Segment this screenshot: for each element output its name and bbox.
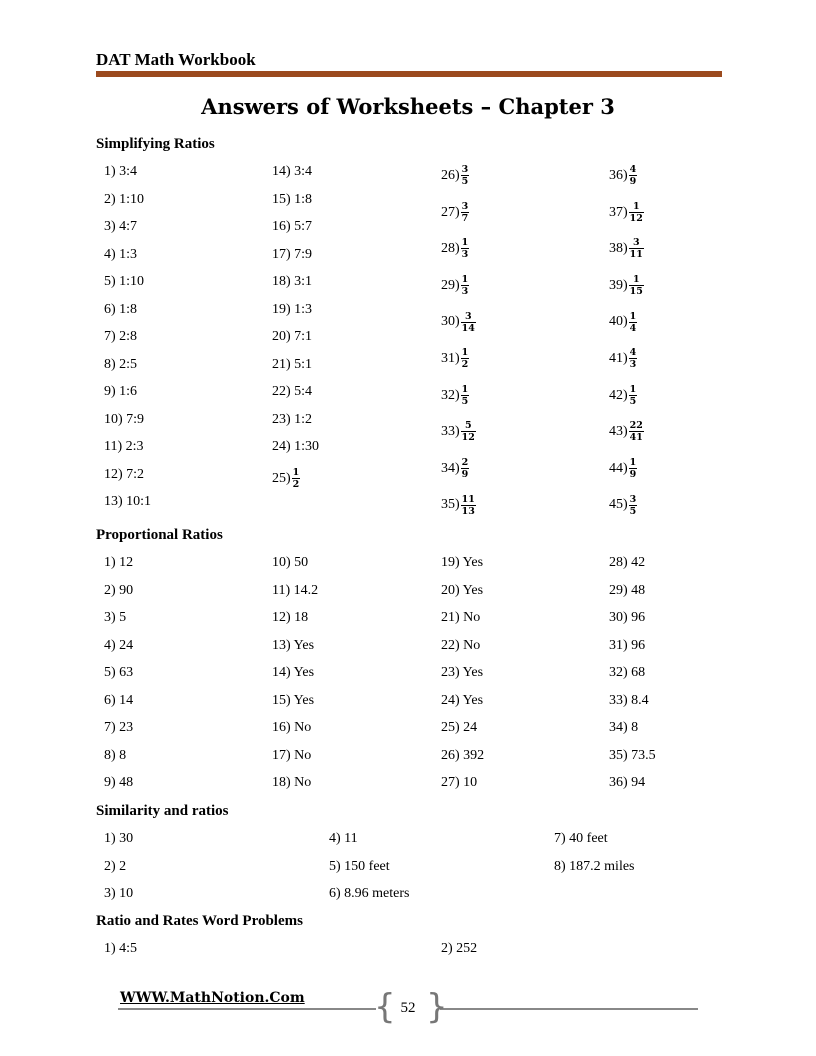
answer-label: 32) (441, 387, 460, 403)
answer-label: 43) (609, 424, 628, 440)
answer-item: 31) 96 (609, 637, 646, 653)
answer-label: 37) (609, 204, 628, 220)
proportional-col-4 (609, 549, 656, 797)
answer-item: 8) 8 (104, 747, 127, 763)
fraction (461, 274, 470, 297)
answer-item: 17) No (272, 747, 312, 763)
fraction-numerator: 1 (461, 347, 469, 359)
answer-item: 4) 1:3 (104, 246, 138, 262)
answer-item: 21) No (441, 610, 481, 625)
section-title-similarity: Similarity and ratios (96, 803, 229, 819)
answer-item (441, 195, 476, 232)
fraction-numerator: 1 (629, 201, 644, 213)
answer-label: 38) (609, 241, 628, 257)
answer-item: 16) 5:7 (272, 219, 313, 234)
answer-item: 6) 1:8 (104, 301, 138, 317)
answer-label: 29) (441, 277, 460, 293)
fraction-numerator: 3 (461, 311, 476, 323)
answer-label: 44) (609, 460, 628, 476)
answer-item: 7) 23 (104, 720, 134, 735)
fraction-denominator: 7 (461, 212, 469, 224)
answer-label: 27) (441, 204, 460, 220)
answer-item: 5) 150 feet (329, 858, 390, 874)
answer-item: 8) 187.2 miles (554, 858, 635, 874)
answer-item: 16) No (272, 720, 312, 735)
answer-item (609, 487, 644, 524)
answer-item: 28) 42 (609, 555, 646, 570)
answer-item: 27) 10 (441, 775, 478, 790)
answer-item: 2) 2 (104, 858, 127, 874)
fraction (629, 311, 638, 334)
answer-item: 8) 2:5 (104, 356, 138, 372)
word-problems-col-2 (441, 935, 477, 963)
answer-item: 2) 252 (441, 941, 478, 956)
answer-item: 34) 8 (609, 720, 639, 735)
proportional-col-2 (272, 549, 318, 797)
fraction-numerator: 3 (629, 237, 644, 249)
answer-label: 35) (441, 497, 460, 513)
answer-item (609, 414, 644, 451)
answer-label: 42) (609, 387, 628, 403)
fraction-denominator: 14 (461, 322, 475, 334)
answer-item (441, 158, 476, 195)
left-brace-icon: { (374, 987, 396, 1027)
word-problems-col-1 (104, 935, 137, 963)
fraction-numerator: 1 (629, 310, 637, 322)
answer-item (441, 378, 476, 415)
answer-item: 1) 30 (104, 831, 134, 846)
answer-label: 25) (272, 470, 291, 486)
answer-item: 12) 7:2 (104, 466, 145, 482)
fraction-numerator: 4 (629, 164, 637, 176)
answer-item: 14) 3:4 (272, 164, 313, 179)
answer-item: 9) 1:6 (104, 384, 138, 399)
fraction-denominator: 13 (461, 505, 475, 517)
answer-item: 6) 14 (104, 692, 134, 708)
fraction (629, 237, 644, 260)
answer-item: 19) Yes (441, 555, 484, 570)
answer-item: 20) Yes (441, 582, 484, 598)
answer-item: 15) 1:8 (272, 191, 313, 207)
answer-item: 1) 4:5 (104, 941, 138, 956)
fraction (461, 384, 470, 407)
answer-item (609, 195, 644, 232)
fraction-denominator: 3 (461, 286, 469, 298)
answer-item: 17) 7:9 (272, 246, 313, 262)
fraction-numerator: 1 (461, 237, 469, 249)
answer-item: 30) 96 (609, 610, 646, 625)
fraction-denominator: 4 (629, 322, 637, 334)
fraction (629, 201, 644, 224)
fraction (461, 164, 470, 187)
answer-item: 10) 7:9 (104, 411, 145, 427)
answer-item (609, 231, 644, 268)
answer-item (609, 341, 644, 378)
answer-item: 33) 8.4 (609, 692, 649, 708)
answer-item (441, 451, 476, 488)
answer-item: 22) No (441, 637, 481, 653)
answer-item (272, 461, 319, 498)
answer-label: 31) (441, 350, 460, 366)
fraction (461, 311, 476, 334)
fraction (629, 494, 638, 517)
answer-item: 13) 10:1 (104, 494, 152, 509)
fraction (629, 164, 638, 187)
fraction-numerator: 3 (629, 493, 637, 505)
answer-item: 5) 63 (104, 665, 134, 680)
answer-item: 3) 5 (104, 610, 127, 625)
similarity-col-2 (329, 825, 409, 908)
fraction-denominator: 2 (461, 359, 469, 371)
simplifying-col-4 (609, 158, 644, 524)
fraction (461, 201, 470, 224)
answer-item: 3) 10 (104, 886, 134, 901)
fraction-numerator: 5 (461, 420, 476, 432)
answer-item: 18) 3:1 (272, 274, 313, 289)
fraction-denominator: 5 (461, 395, 469, 407)
page-number: 52 (400, 1000, 416, 1016)
answer-item: 36) 94 (609, 775, 646, 790)
answer-item (441, 231, 476, 268)
answer-item: 23) 1:2 (272, 411, 313, 427)
answer-item (441, 304, 476, 341)
answer-item: 9) 48 (104, 775, 134, 790)
answer-label: 26) (441, 168, 460, 183)
right-brace-icon: } (426, 987, 448, 1027)
answer-item: 35) 73.5 (609, 747, 656, 763)
fraction (629, 457, 638, 480)
fraction-numerator: 3 (461, 200, 469, 212)
answer-item (609, 268, 644, 305)
answer-item: 7) 40 feet (554, 831, 608, 846)
section-title-simplifying: Simplifying Ratios (96, 136, 215, 152)
answer-item: 4) 11 (329, 831, 358, 846)
fraction-numerator: 11 (461, 493, 475, 505)
footer-website-link[interactable]: WWW.MathNotion.Com (120, 990, 305, 1006)
answer-item: 11) 2:3 (104, 439, 144, 454)
answer-item: 18) No (272, 775, 312, 790)
answer-label: 30) (441, 314, 460, 330)
section-title-word-problems: Ratio and Rates Word Problems (96, 913, 303, 929)
answer-item: 19) 1:3 (272, 301, 313, 317)
answer-label: 41) (609, 350, 628, 366)
answer-item (609, 158, 644, 195)
fraction-denominator: 11 (629, 249, 643, 261)
footer-rule-right (440, 1008, 698, 1010)
answer-label: 39) (609, 277, 628, 293)
simplifying-col-3 (441, 158, 476, 524)
simplifying-col-1 (104, 158, 151, 516)
answer-item: 2) 1:10 (104, 191, 145, 207)
answer-item: 12) 18 (272, 610, 309, 625)
fraction-denominator: 2 (292, 478, 300, 490)
fraction-numerator: 1 (461, 274, 469, 286)
answer-item: 11) 14.2 (272, 582, 319, 598)
fraction-denominator: 9 (629, 469, 637, 481)
answer-item: 3) 4:7 (104, 219, 138, 234)
answer-item: 15) Yes (272, 692, 315, 708)
fraction (292, 467, 301, 490)
fraction-denominator: 9 (629, 176, 637, 188)
fraction-numerator: 2 (461, 457, 469, 469)
proportional-col-1 (104, 549, 133, 797)
answer-item (441, 487, 476, 524)
answer-label: 36) (609, 168, 628, 183)
answer-item: 5) 1:10 (104, 274, 145, 289)
fraction-numerator: 1 (629, 274, 644, 286)
answer-item: 10) 50 (272, 555, 309, 570)
fraction-denominator: 3 (461, 249, 469, 261)
fraction-denominator: 15 (629, 286, 643, 298)
footer-rule-left (118, 1008, 376, 1010)
fraction (461, 457, 470, 480)
similarity-col-3 (554, 825, 635, 880)
similarity-col-1 (104, 825, 133, 908)
fraction (629, 420, 644, 443)
fraction-numerator: 4 (629, 347, 637, 359)
answer-item: 22) 5:4 (272, 384, 313, 399)
answer-item: 7) 2:8 (104, 329, 138, 344)
fraction-numerator: 3 (461, 164, 469, 176)
fraction-numerator: 22 (629, 420, 643, 432)
fraction (629, 347, 638, 370)
answer-item (441, 341, 476, 378)
answer-item (609, 378, 644, 415)
answer-item: 2) 90 (104, 582, 134, 598)
answer-item: 14) Yes (272, 665, 315, 680)
header-rule (96, 71, 722, 77)
answer-item: 13) Yes (272, 637, 315, 653)
answer-label: 40) (609, 314, 628, 330)
fraction (461, 347, 470, 370)
answer-item: 21) 5:1 (272, 356, 313, 372)
answer-item (609, 304, 644, 341)
answer-item (609, 451, 644, 488)
fraction (461, 237, 470, 260)
answer-item: 24) 1:30 (272, 439, 320, 454)
answer-item: 26) 392 (441, 747, 485, 763)
simplifying-col-2 (272, 158, 319, 497)
answer-item: 20) 7:1 (272, 329, 313, 344)
proportional-col-3 (441, 549, 484, 797)
answer-label: 33) (441, 424, 460, 440)
fraction-denominator: 41 (629, 432, 643, 444)
fraction-denominator: 9 (461, 469, 469, 481)
answer-item: 6) 8.96 meters (329, 886, 410, 901)
answer-item: 1) 3:4 (104, 164, 138, 179)
answer-item: 1) 12 (104, 555, 134, 570)
fraction-denominator: 5 (629, 505, 637, 517)
fraction-numerator: 1 (461, 383, 469, 395)
fraction (461, 420, 476, 443)
fraction (629, 384, 638, 407)
answer-item: 25) 24 (441, 720, 478, 735)
fraction-numerator: 1 (629, 457, 637, 469)
answer-item: 32) 68 (609, 665, 646, 680)
answer-item (441, 414, 476, 451)
fraction-denominator: 12 (461, 432, 475, 444)
answer-label: 45) (609, 497, 628, 513)
answer-label: 28) (441, 241, 460, 257)
fraction (629, 274, 644, 297)
fraction-denominator: 12 (629, 212, 643, 224)
fraction-denominator: 5 (461, 176, 469, 188)
answer-item: 23) Yes (441, 665, 484, 680)
fraction-numerator: 1 (629, 383, 637, 395)
section-title-proportional: Proportional Ratios (96, 527, 223, 543)
header-title: DAT Math Workbook (96, 50, 256, 69)
answer-item (441, 268, 476, 305)
fraction-numerator: 1 (292, 466, 300, 478)
answer-label: 34) (441, 460, 460, 476)
page-title: Answers of Worksheets – Chapter 3 (201, 94, 615, 119)
answer-item: 24) Yes (441, 692, 484, 708)
fraction-denominator: 3 (629, 359, 637, 371)
fraction (461, 494, 476, 517)
answer-item: 4) 24 (104, 637, 134, 653)
answer-item: 29) 48 (609, 582, 646, 598)
fraction-denominator: 5 (629, 395, 637, 407)
